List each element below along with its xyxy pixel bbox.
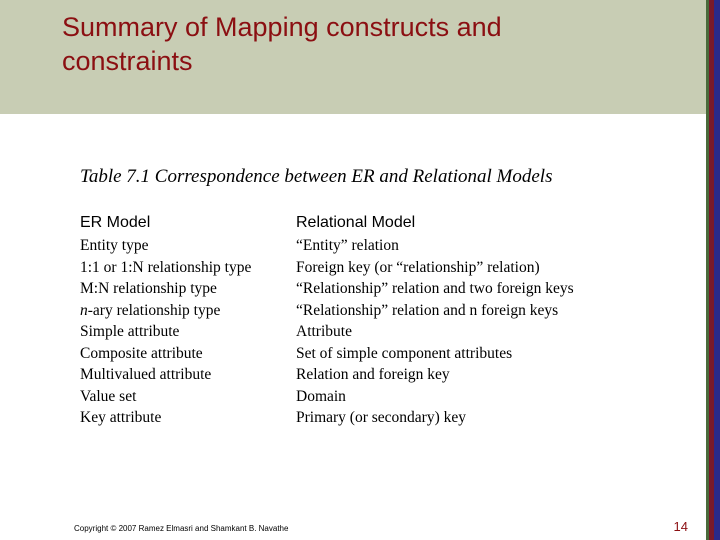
slide-title xyxy=(62,10,502,78)
table-caption: Table 7.1 Correspondence between ER and Relational Models xyxy=(80,166,553,187)
header-relational-model: Relational Model xyxy=(296,214,416,231)
er-cell: Simple attribute xyxy=(80,323,180,340)
table-row xyxy=(80,386,574,408)
table-header-row xyxy=(80,212,574,235)
side-decoration-bars xyxy=(706,0,720,540)
relational-cell: Attribute xyxy=(296,323,352,340)
table-row xyxy=(80,235,574,257)
slide-title-line2: constraints xyxy=(62,46,193,76)
er-cell: 1:1 or 1:N relationship type xyxy=(80,258,252,276)
er-cell: M:N relationship type xyxy=(80,280,217,297)
er-cell-rest: -ary relationship type xyxy=(87,301,221,319)
relational-cell: Foreign key (or “relationship” relation) xyxy=(296,258,540,276)
page-number: 14 xyxy=(673,519,688,534)
er-cell: Multivalued attribute xyxy=(80,366,212,383)
er-cell-italic-n: n xyxy=(80,301,88,319)
relational-cell: “Relationship” relation and two foreign keys xyxy=(296,280,574,297)
side-bar-blue xyxy=(714,0,720,540)
table-row xyxy=(80,343,574,365)
table-row xyxy=(80,278,574,300)
table-row xyxy=(80,257,574,279)
table-row xyxy=(80,407,574,429)
slide-title-line1: Summary of Mapping constructs and xyxy=(62,12,502,42)
relational-cell: “Entity” relation xyxy=(296,237,399,254)
er-cell: Key attribute xyxy=(80,409,162,426)
relational-cell: Set of simple component attributes xyxy=(296,344,513,362)
mapping-table xyxy=(80,212,574,429)
header-er-model: ER Model xyxy=(80,214,151,231)
table-row xyxy=(80,300,574,322)
relational-cell: Relation and foreign key xyxy=(296,366,450,383)
table-row xyxy=(80,364,574,386)
relational-cell: “Relationship” relation and n foreign keys xyxy=(296,301,559,319)
er-cell: Value set xyxy=(80,387,137,405)
er-cell: Entity type xyxy=(80,237,149,254)
table-row xyxy=(80,321,574,343)
relational-cell: Domain xyxy=(296,387,346,405)
relational-cell: Primary (or secondary) key xyxy=(296,409,467,426)
footer-copyright: Copyright © 2007 Ramez Elmasri and Shamkant B. Navathe xyxy=(74,524,289,533)
er-cell xyxy=(80,300,296,322)
er-cell: Composite attribute xyxy=(80,344,203,362)
